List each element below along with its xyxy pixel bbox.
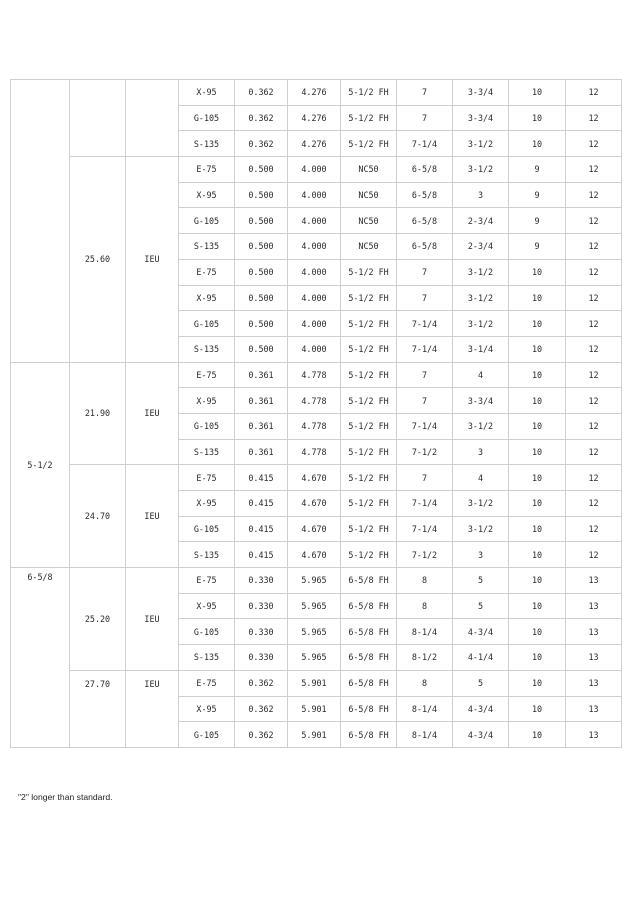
wall-thickness-cell: 0.500 <box>235 259 288 285</box>
inside-diameter-cell: 4.000 <box>288 234 341 260</box>
inside-diameter-cell: 4.778 <box>288 362 341 388</box>
wall-thickness-cell: 0.415 <box>235 491 288 517</box>
tool-joint-id-cell: 3-3/4 <box>453 388 509 414</box>
box-tong-length-cell: 13 <box>566 593 622 619</box>
connection-cell: 6-5/8 FH <box>341 722 397 748</box>
connection-cell: NC50 <box>341 182 397 208</box>
box-tong-length-cell: 12 <box>566 285 622 311</box>
connection-cell: NC50 <box>341 157 397 183</box>
connection-cell: 5-1/2 FH <box>341 439 397 465</box>
tool-joint-od-cell: 7-1/4 <box>397 336 453 362</box>
tool-joint-od-cell: 6-5/8 <box>397 234 453 260</box>
pin-tong-length-cell: 10 <box>509 516 566 542</box>
tool-joint-id-cell: 2-3/4 <box>453 208 509 234</box>
grade-cell: X-95 <box>179 388 235 414</box>
tool-joint-od-cell: 7 <box>397 105 453 131</box>
tool-joint-od-cell: 7-1/4 <box>397 311 453 337</box>
grade-cell: S-135 <box>179 542 235 568</box>
upset-type-cell <box>126 80 179 157</box>
grade-cell: X-95 <box>179 80 235 106</box>
inside-diameter-cell: 4.670 <box>288 516 341 542</box>
connection-cell: 5-1/2 FH <box>341 105 397 131</box>
tool-joint-od-cell: 7-1/4 <box>397 131 453 157</box>
inside-diameter-cell: 4.670 <box>288 542 341 568</box>
box-tong-length-cell: 13 <box>566 696 622 722</box>
pin-tong-length-cell: 10 <box>509 696 566 722</box>
pin-tong-length-cell: 9 <box>509 157 566 183</box>
tool-joint-od-cell: 8 <box>397 670 453 696</box>
pin-tong-length-cell: 10 <box>509 311 566 337</box>
tool-joint-id-cell: 4-1/4 <box>453 645 509 671</box>
nominal-weight-cell: 25.20 <box>70 568 126 671</box>
grade-cell: G-105 <box>179 722 235 748</box>
box-tong-length-cell: 12 <box>566 80 622 106</box>
grade-cell: G-105 <box>179 311 235 337</box>
grade-cell: E-75 <box>179 259 235 285</box>
table-row <box>11 465 622 491</box>
pin-tong-length-cell: 10 <box>509 465 566 491</box>
grade-cell: X-95 <box>179 593 235 619</box>
box-tong-length-cell: 12 <box>566 105 622 131</box>
inside-diameter-cell: 5.965 <box>288 619 341 645</box>
grade-cell: X-95 <box>179 696 235 722</box>
nominal-weight-cell: 21.90 <box>70 362 126 465</box>
connection-cell: 5-1/2 FH <box>341 80 397 106</box>
tool-joint-od-cell: 8-1/4 <box>397 696 453 722</box>
pin-tong-length-cell: 10 <box>509 593 566 619</box>
wall-thickness-cell: 0.362 <box>235 105 288 131</box>
pin-tong-length-cell: 10 <box>509 105 566 131</box>
tool-joint-id-cell: 3-1/2 <box>453 311 509 337</box>
connection-cell: 5-1/2 FH <box>341 465 397 491</box>
box-tong-length-cell: 12 <box>566 465 622 491</box>
inside-diameter-cell: 4.000 <box>288 208 341 234</box>
pin-tong-length-cell: 10 <box>509 542 566 568</box>
pin-tong-length-cell: 10 <box>509 131 566 157</box>
inside-diameter-cell: 4.778 <box>288 388 341 414</box>
tool-joint-id-cell: 3 <box>453 439 509 465</box>
pin-tong-length-cell: 10 <box>509 336 566 362</box>
box-tong-length-cell: 13 <box>566 722 622 748</box>
inside-diameter-cell: 4.000 <box>288 157 341 183</box>
wall-thickness-cell: 0.362 <box>235 722 288 748</box>
box-tong-length-cell: 12 <box>566 208 622 234</box>
pin-tong-length-cell: 10 <box>509 285 566 311</box>
wall-thickness-cell: 0.415 <box>235 542 288 568</box>
connection-cell: 5-1/2 FH <box>341 388 397 414</box>
grade-cell: X-95 <box>179 491 235 517</box>
footnote: "2" longer than standard. <box>18 792 113 802</box>
connection-cell: 6-5/8 FH <box>341 670 397 696</box>
tool-joint-od-cell: 7 <box>397 80 453 106</box>
table-body <box>11 80 622 748</box>
tool-joint-od-cell: 7-1/4 <box>397 516 453 542</box>
tool-joint-id-cell: 4-3/4 <box>453 696 509 722</box>
tool-joint-id-cell: 3-1/2 <box>453 259 509 285</box>
pin-tong-length-cell: 10 <box>509 722 566 748</box>
wall-thickness-cell: 0.500 <box>235 311 288 337</box>
grade-cell: E-75 <box>179 465 235 491</box>
grade-cell: G-105 <box>179 105 235 131</box>
wall-thickness-cell: 0.330 <box>235 645 288 671</box>
inside-diameter-cell: 4.000 <box>288 285 341 311</box>
wall-thickness-cell: 0.500 <box>235 157 288 183</box>
box-tong-length-cell: 12 <box>566 491 622 517</box>
inside-diameter-cell: 5.965 <box>288 568 341 594</box>
tool-joint-id-cell: 4 <box>453 465 509 491</box>
table-row <box>11 670 622 696</box>
tool-joint-od-cell: 8 <box>397 568 453 594</box>
inside-diameter-cell: 4.276 <box>288 131 341 157</box>
wall-thickness-cell: 0.500 <box>235 234 288 260</box>
tool-joint-id-cell: 3 <box>453 182 509 208</box>
grade-cell: X-95 <box>179 182 235 208</box>
inside-diameter-cell: 5.901 <box>288 670 341 696</box>
grade-cell: X-95 <box>179 285 235 311</box>
wall-thickness-cell: 0.500 <box>235 285 288 311</box>
pin-tong-length-cell: 10 <box>509 388 566 414</box>
connection-cell: 5-1/2 FH <box>341 131 397 157</box>
connection-cell: 5-1/2 FH <box>341 259 397 285</box>
connection-cell: 5-1/2 FH <box>341 362 397 388</box>
tool-joint-id-cell: 3-1/2 <box>453 491 509 517</box>
tool-joint-id-cell: 3-1/2 <box>453 285 509 311</box>
upset-type-cell: IEU <box>126 670 179 747</box>
grade-cell: E-75 <box>179 568 235 594</box>
tool-joint-id-cell: 5 <box>453 593 509 619</box>
box-tong-length-cell: 12 <box>566 439 622 465</box>
tool-joint-id-cell: 3 <box>453 542 509 568</box>
box-tong-length-cell: 12 <box>566 516 622 542</box>
box-tong-length-cell: 13 <box>566 670 622 696</box>
box-tong-length-cell: 12 <box>566 413 622 439</box>
tool-joint-id-cell: 5 <box>453 568 509 594</box>
inside-diameter-cell: 4.778 <box>288 439 341 465</box>
pin-tong-length-cell: 10 <box>509 491 566 517</box>
connection-cell: 5-1/2 FH <box>341 542 397 568</box>
tool-joint-id-cell: 4-3/4 <box>453 619 509 645</box>
grade-cell: S-135 <box>179 336 235 362</box>
box-tong-length-cell: 13 <box>566 645 622 671</box>
connection-cell: NC50 <box>341 234 397 260</box>
tool-joint-id-cell: 4 <box>453 362 509 388</box>
box-tong-length-cell: 12 <box>566 336 622 362</box>
connection-cell: 6-5/8 FH <box>341 645 397 671</box>
wall-thickness-cell: 0.500 <box>235 208 288 234</box>
tool-joint-od-cell: 7 <box>397 285 453 311</box>
connection-cell: 6-5/8 FH <box>341 568 397 594</box>
tool-joint-id-cell: 4-3/4 <box>453 722 509 748</box>
box-tong-length-cell: 12 <box>566 388 622 414</box>
od-cell <box>11 80 70 363</box>
tool-joint-id-cell: 3-1/2 <box>453 131 509 157</box>
inside-diameter-cell: 4.778 <box>288 413 341 439</box>
pin-tong-length-cell: 9 <box>509 234 566 260</box>
wall-thickness-cell: 0.361 <box>235 388 288 414</box>
pin-tong-length-cell: 10 <box>509 568 566 594</box>
inside-diameter-cell: 4.670 <box>288 491 341 517</box>
inside-diameter-cell: 5.901 <box>288 722 341 748</box>
pin-tong-length-cell: 10 <box>509 439 566 465</box>
box-tong-length-cell: 12 <box>566 157 622 183</box>
wall-thickness-cell: 0.361 <box>235 413 288 439</box>
tool-joint-od-cell: 8-1/4 <box>397 722 453 748</box>
inside-diameter-cell: 5.965 <box>288 645 341 671</box>
connection-cell: 5-1/2 FH <box>341 285 397 311</box>
od-cell: 5-1/2 <box>11 362 70 568</box>
connection-cell: NC50 <box>341 208 397 234</box>
tool-joint-od-cell: 7 <box>397 259 453 285</box>
wall-thickness-cell: 0.361 <box>235 362 288 388</box>
tool-joint-id-cell: 2-3/4 <box>453 234 509 260</box>
tool-joint-id-cell: 3-1/2 <box>453 516 509 542</box>
inside-diameter-cell: 4.000 <box>288 182 341 208</box>
wall-thickness-cell: 0.500 <box>235 336 288 362</box>
box-tong-length-cell: 12 <box>566 131 622 157</box>
grade-cell: S-135 <box>179 645 235 671</box>
grade-cell: G-105 <box>179 413 235 439</box>
pin-tong-length-cell: 10 <box>509 259 566 285</box>
drill-pipe-data-table <box>10 79 622 748</box>
tool-joint-od-cell: 6-5/8 <box>397 157 453 183</box>
upset-type-cell: IEU <box>126 465 179 568</box>
grade-cell: G-105 <box>179 619 235 645</box>
inside-diameter-cell: 5.901 <box>288 696 341 722</box>
wall-thickness-cell: 0.500 <box>235 182 288 208</box>
tool-joint-od-cell: 7-1/2 <box>397 542 453 568</box>
tool-joint-id-cell: 5 <box>453 670 509 696</box>
connection-cell: 5-1/2 FH <box>341 413 397 439</box>
tool-joint-od-cell: 7 <box>397 388 453 414</box>
tool-joint-od-cell: 6-5/8 <box>397 208 453 234</box>
pin-tong-length-cell: 10 <box>509 362 566 388</box>
tool-joint-id-cell: 3-3/4 <box>453 80 509 106</box>
wall-thickness-cell: 0.330 <box>235 619 288 645</box>
connection-cell: 5-1/2 FH <box>341 311 397 337</box>
pin-tong-length-cell: 10 <box>509 413 566 439</box>
box-tong-length-cell: 12 <box>566 542 622 568</box>
tool-joint-od-cell: 7-1/4 <box>397 491 453 517</box>
tool-joint-od-cell: 8 <box>397 593 453 619</box>
grade-cell: E-75 <box>179 157 235 183</box>
box-tong-length-cell: 12 <box>566 182 622 208</box>
tool-joint-id-cell: 3-1/2 <box>453 413 509 439</box>
inside-diameter-cell: 4.000 <box>288 336 341 362</box>
wall-thickness-cell: 0.415 <box>235 465 288 491</box>
tool-joint-id-cell: 3-1/4 <box>453 336 509 362</box>
tool-joint-id-cell: 3-1/2 <box>453 157 509 183</box>
inside-diameter-cell: 4.276 <box>288 105 341 131</box>
wall-thickness-cell: 0.362 <box>235 131 288 157</box>
pin-tong-length-cell: 9 <box>509 182 566 208</box>
pin-tong-length-cell: 10 <box>509 619 566 645</box>
wall-thickness-cell: 0.330 <box>235 568 288 594</box>
box-tong-length-cell: 12 <box>566 259 622 285</box>
upset-type-cell: IEU <box>126 362 179 465</box>
box-tong-length-cell: 13 <box>566 568 622 594</box>
table-row <box>11 157 622 183</box>
box-tong-length-cell: 12 <box>566 311 622 337</box>
nominal-weight-cell: 25.60 <box>70 157 126 363</box>
tool-joint-id-cell: 3-3/4 <box>453 105 509 131</box>
box-tong-length-cell: 13 <box>566 619 622 645</box>
inside-diameter-cell: 4.670 <box>288 465 341 491</box>
pin-tong-length-cell: 10 <box>509 670 566 696</box>
nominal-weight-cell: 27.70 <box>70 670 126 747</box>
grade-cell: E-75 <box>179 362 235 388</box>
tool-joint-od-cell: 6-5/8 <box>397 182 453 208</box>
wall-thickness-cell: 0.415 <box>235 516 288 542</box>
pin-tong-length-cell: 9 <box>509 208 566 234</box>
inside-diameter-cell: 4.276 <box>288 80 341 106</box>
connection-cell: 5-1/2 FH <box>341 336 397 362</box>
inside-diameter-cell: 4.000 <box>288 311 341 337</box>
table-row <box>11 362 622 388</box>
grade-cell: G-105 <box>179 208 235 234</box>
connection-cell: 5-1/2 FH <box>341 491 397 517</box>
grade-cell: S-135 <box>179 439 235 465</box>
inside-diameter-cell: 5.965 <box>288 593 341 619</box>
wall-thickness-cell: 0.362 <box>235 670 288 696</box>
tool-joint-od-cell: 8-1/4 <box>397 619 453 645</box>
connection-cell: 5-1/2 FH <box>341 516 397 542</box>
tool-joint-od-cell: 7-1/2 <box>397 439 453 465</box>
upset-type-cell: IEU <box>126 568 179 671</box>
wall-thickness-cell: 0.362 <box>235 80 288 106</box>
grade-cell: E-75 <box>179 670 235 696</box>
tool-joint-od-cell: 8-1/2 <box>397 645 453 671</box>
box-tong-length-cell: 12 <box>566 362 622 388</box>
table-row <box>11 80 622 106</box>
nominal-weight-cell <box>70 80 126 157</box>
grade-cell: S-135 <box>179 234 235 260</box>
table-row <box>11 568 622 594</box>
nominal-weight-cell: 24.70 <box>70 465 126 568</box>
connection-cell: 6-5/8 FH <box>341 593 397 619</box>
tool-joint-od-cell: 7 <box>397 465 453 491</box>
connection-cell: 6-5/8 FH <box>341 619 397 645</box>
upset-type-cell: IEU <box>126 157 179 363</box>
pin-tong-length-cell: 10 <box>509 645 566 671</box>
grade-cell: S-135 <box>179 131 235 157</box>
tool-joint-od-cell: 7 <box>397 362 453 388</box>
grade-cell: G-105 <box>179 516 235 542</box>
wall-thickness-cell: 0.362 <box>235 696 288 722</box>
tool-joint-od-cell: 7-1/4 <box>397 413 453 439</box>
inside-diameter-cell: 4.000 <box>288 259 341 285</box>
connection-cell: 6-5/8 FH <box>341 696 397 722</box>
wall-thickness-cell: 0.361 <box>235 439 288 465</box>
box-tong-length-cell: 12 <box>566 234 622 260</box>
wall-thickness-cell: 0.330 <box>235 593 288 619</box>
pin-tong-length-cell: 10 <box>509 80 566 106</box>
od-cell: 6-5/8 <box>11 568 70 748</box>
